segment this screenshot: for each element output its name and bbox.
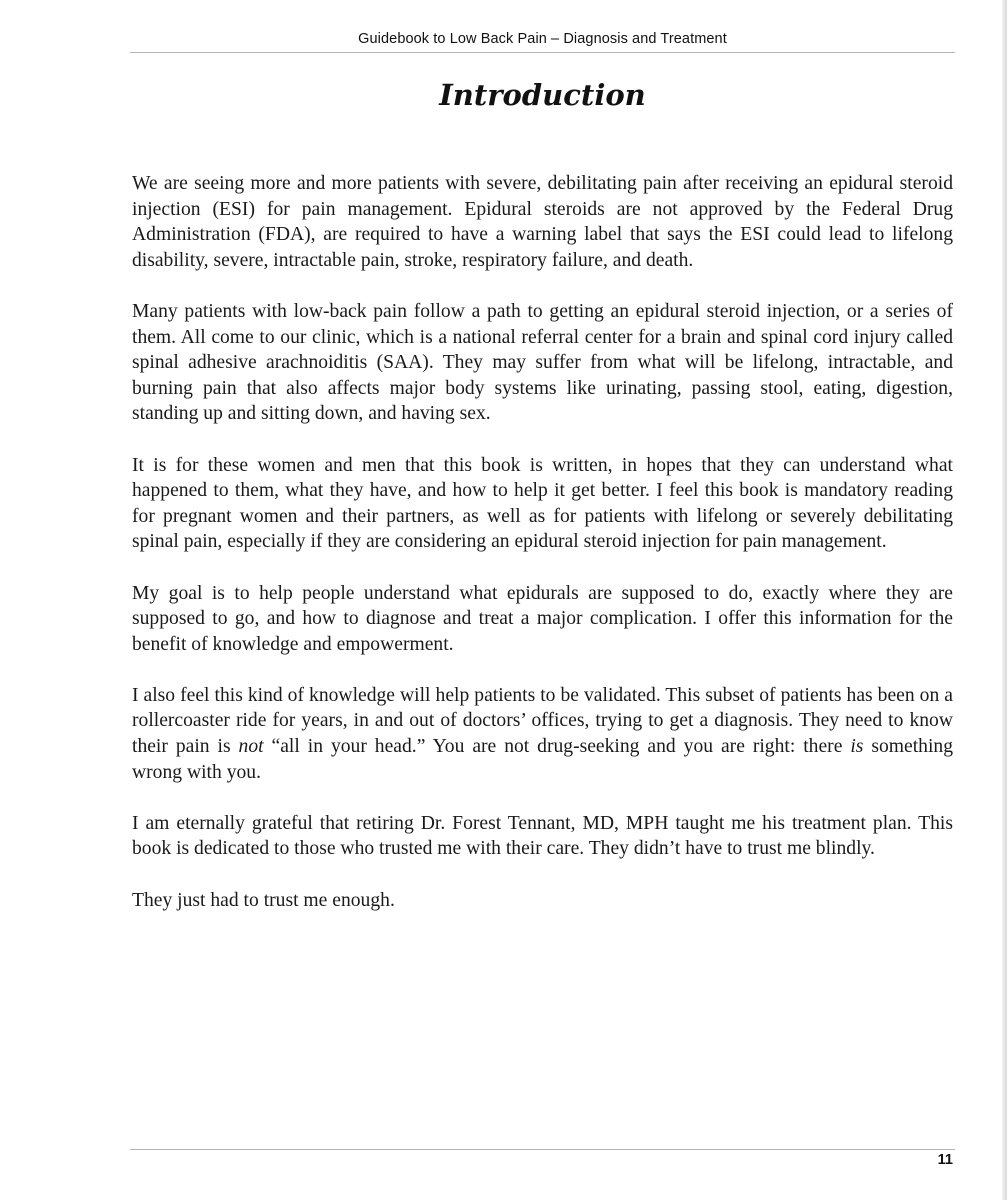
paragraph-5-part-3: something wrong with you.	[132, 736, 954, 783]
chapter-title: Introduction	[439, 78, 646, 112]
paragraph-5-part-2: “all in your head.” You are not drug-seeking and you are right: there	[263, 736, 851, 758]
paragraph-7: They just had to trust me enough.	[132, 889, 395, 911]
body-text	[132, 171, 953, 939]
paragraph-3: It is for these women and men that this book is written, in hopes that they can understand what happened to them, what they have, and how to help it get better. I feel this book is mandatory reading for pregnant women and their partners, as well as for patients with lifelong or severely debilitating spinal pain, especially if they are considering an epidural steroid injection for pain management.	[132, 454, 953, 553]
paragraph-1: We are seeing more and more patients with severe, debilitating pain after receiving an epidural steroid injection (ESI) for pain management. Epidural steroids are not approved by the Federal Drug Administration (FDA), are required to have a warning label that says the ESI could lead to lifelong disability, severe, intractable pain, stroke, respiratory failure, and death.	[132, 173, 953, 271]
paragraph-2: Many patients with low-back pain follow a path to getting an epidural steroid injection, or a series of them. All come to our clinic, which is a national referral center for a brain and spinal cord injury called spinal adhesive arachnoiditis (SAA). They may suffer from what will be lifelong, intractable, and burning pain that also affects major body systems like urinating, passing stool, eating, digestion, standing up and sitting down, and having sex.	[132, 300, 953, 425]
header-rule	[130, 52, 955, 53]
paragraph-4: My goal is to help people understand what epidurals are supposed to do, exactly where they are supposed to go, and how to diagnose and treat a major complication. I offer this information for the benefit of knowledge and empowerment.	[132, 582, 953, 655]
paragraph-5-emphasis-not: not	[238, 736, 264, 758]
page-number: 11	[937, 1152, 953, 1168]
paragraph-5-part-1: I also feel this kind of knowledge will help patients to be validated. This subset of patients has been on a rollercoaster ride for years, in and out of doctors’ offices, trying to get a diagnosis. They need to know their pain is	[132, 684, 953, 758]
paragraph-5-emphasis-is: is	[850, 736, 864, 758]
running-header: Guidebook to Low Back Pain – Diagnosis and Treatment	[358, 31, 727, 47]
footer-rule	[130, 1149, 955, 1150]
page-edge-shadow	[1002, 0, 1007, 1200]
paragraph-6: I am eternally grateful that retiring Dr. Forest Tennant, MD, MPH taught me his treatment plan. This book is dedicated to those who trusted me with their care. They didn’t have to trust me blindly.	[132, 812, 953, 860]
paragraph-5	[132, 683, 953, 785]
